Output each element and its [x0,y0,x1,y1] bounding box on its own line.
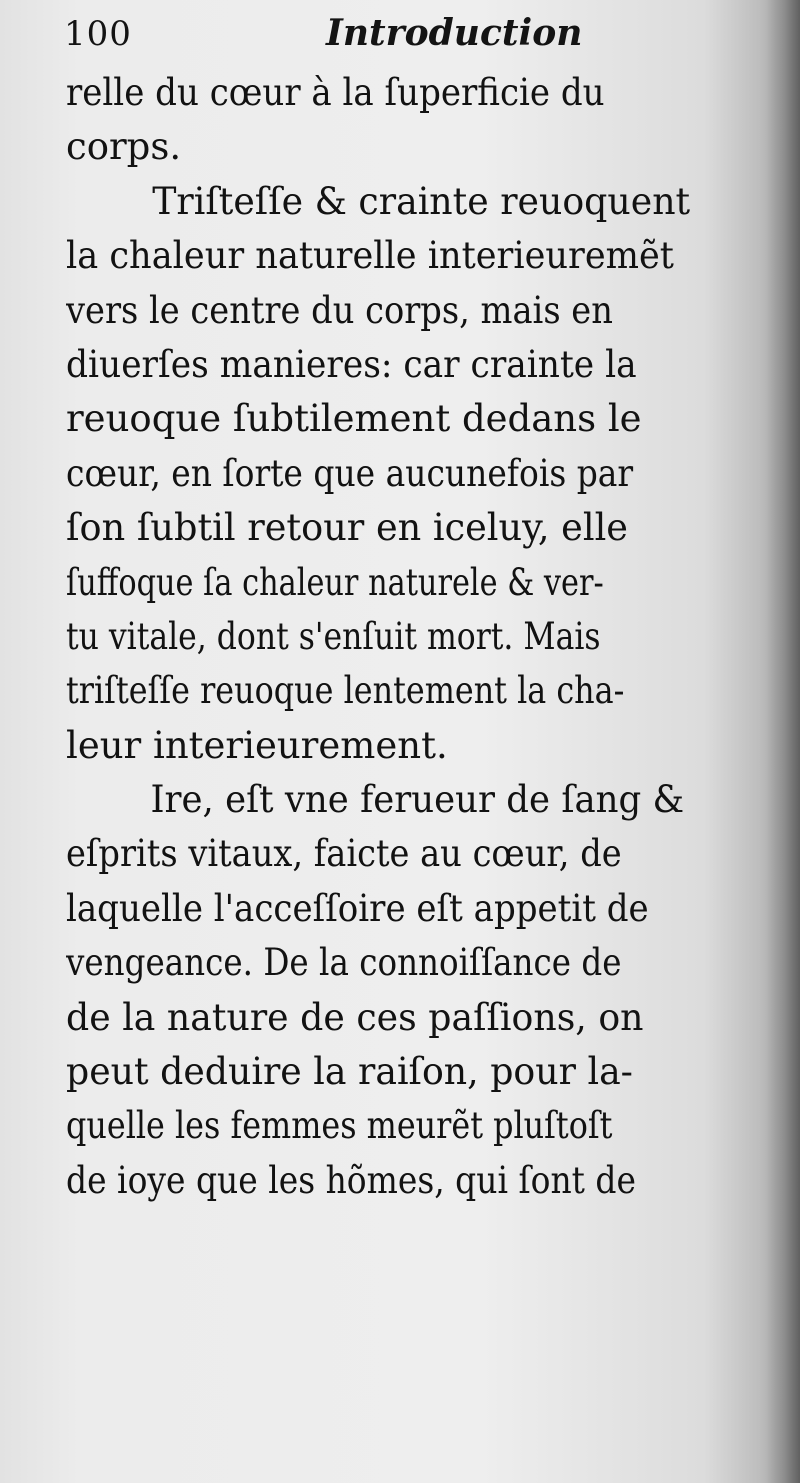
text-line: tu vitale, dont s'enſuit mort. Mais [66,614,601,658]
text-line: Ire, eſt vne ferueur de ſang & [150,778,685,822]
text-line: diuerſes manieres: car crainte la [66,342,637,386]
text-line: eſprits vitaux, faicte au cœur, de [66,832,622,876]
text-line: de la nature de ces paſſions, on [66,995,644,1039]
page-header [64,8,754,60]
text-line: triſteſſe reuoque lentement la cha- [66,669,625,713]
text-line: relle du cœur à la ſuperficie du [66,71,605,114]
running-head: Introduction [326,12,583,54]
text-line: leur interieurement. [66,723,448,767]
text-line: vengeance. De la connoiſſance de [66,941,622,985]
text-line: ſon ſubtil retour en iceluy, elle [66,506,628,550]
text-line: peut deduire la raiſon, pour la- [66,1050,633,1094]
text-line: de ioye que les hõmes, qui ſont de [66,1158,636,1202]
text-line: reuoque ſubtilement dedans le [66,397,642,441]
text-line: corps. [66,125,182,169]
text-line: quelle les femmes meurẽt pluſtoſt [66,1104,613,1148]
body-text [66,66,766,1208]
text-line: la chaleur naturelle interieuremẽt [66,234,674,278]
page-gutter-shadow [766,0,800,1483]
text-line: ſuffoque ſa chaleur naturele & ver- [66,560,604,604]
text-line: cœur, en ſorte que aucunefois par [66,451,634,495]
text-line: Triſteſſe & crainte reuoquent [152,179,691,223]
text-line: laquelle l'acceſſoire eſt appetit de [66,886,649,930]
text-line: vers le centre du corps, mais en [66,288,613,332]
page-number: 100 [64,14,132,54]
